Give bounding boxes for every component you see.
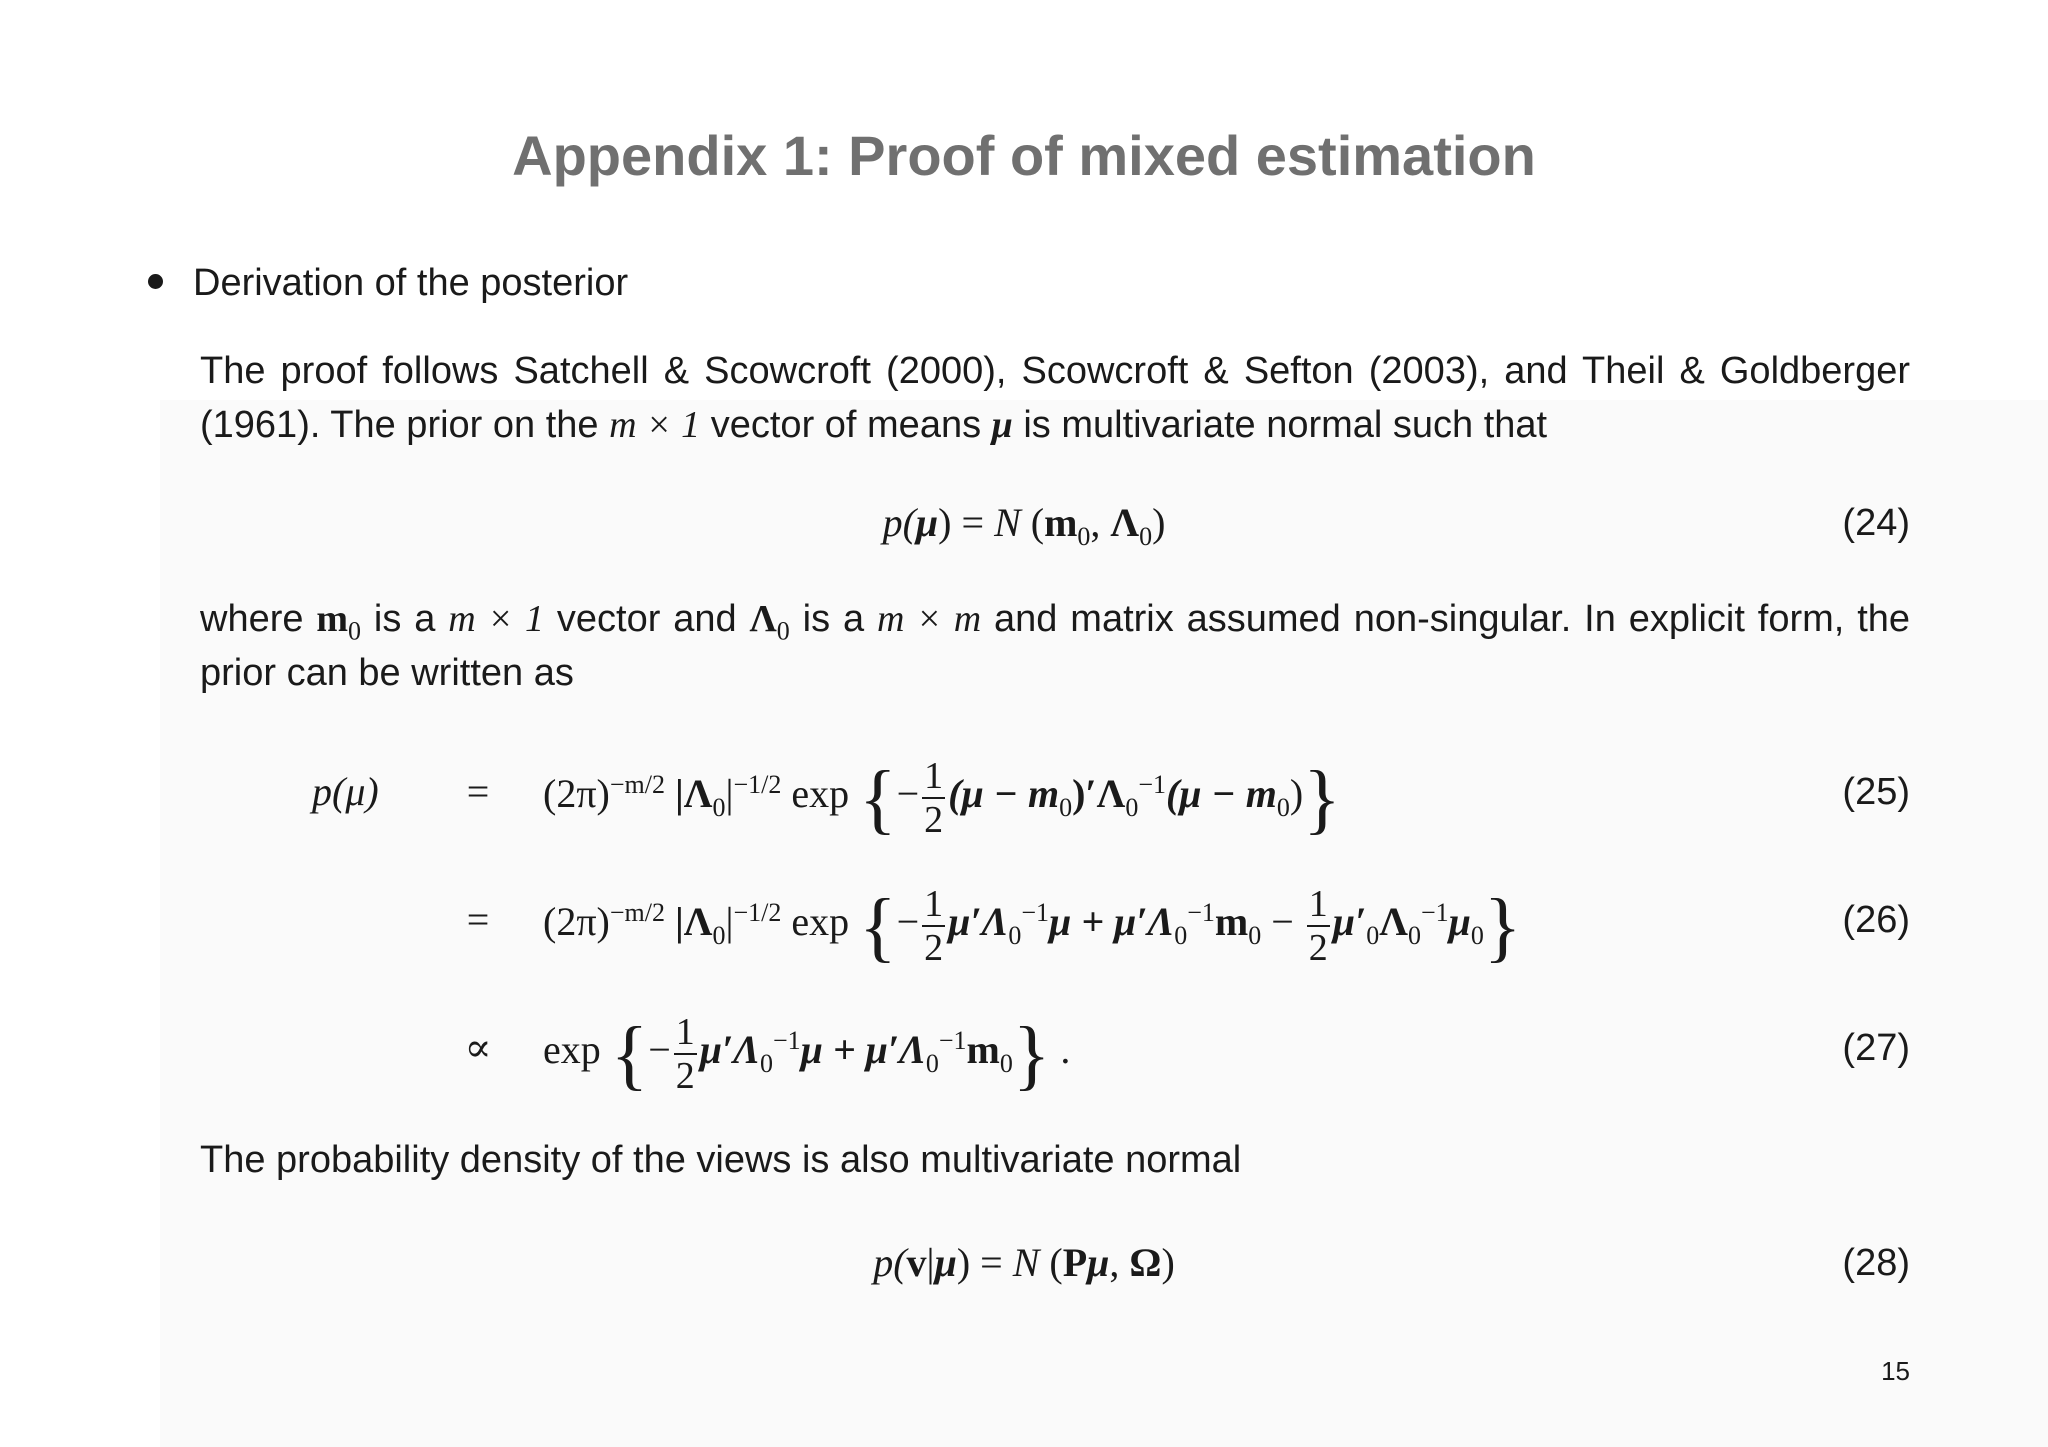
bullet-text: Derivation of the posterior [193,262,629,304]
equation-26 [0,882,2048,970]
bullet-item [148,262,628,305]
equation-27 [0,1010,2048,1098]
equation-24-body: p(μ) = N ($m_0$, $\Lambda_0$) [882,500,1166,551]
open-brace: { [859,754,897,842]
equation-27-relation: ∝ [464,1025,492,1070]
paragraph-prior-intro: The proof follows Satchell & Scowcroft (2000), Scowcroft & Sefton (2003), and Theil & Goldberger (1961). The prior on the m × 1 vector of means μ is multivariate normal such that [200,350,1910,446]
equation-25-number: (25) [1842,771,1910,813]
equation-25-relation: = [466,769,490,814]
bullet-dot-icon [148,274,163,289]
equation-27-number: (27) [1842,1027,1910,1069]
equation-26-relation: = [466,897,490,942]
paragraph-views-density: The probability density of the views is also multivariate normal [200,1139,1242,1181]
fraction-half: $\frac{1}{2}$ [924,883,944,969]
equation-28-body: p(v|μ) = N (Pμ, Ω) [873,1240,1175,1285]
equation-25-lhs: p(μ) [312,769,379,814]
fraction-half: $\frac{1}{2}$ [675,1011,695,1097]
page-number: 15 [1881,1356,1910,1386]
equation-27-rhs: exp {− $\frac{1}{2}$ $\mu'\Lambda_0^{-1}\mu + \mu'\Lambda_0^{-1}m_0$} . [543,1010,1071,1098]
equation-24 [0,488,2048,558]
equation-24-number: (24) [1842,502,1910,544]
equation-28 [0,1228,2048,1298]
paragraph-prior-definition: where $m_0$ is a m × 1 vector and $\Lambda_0$ is a m × m and matrix assumed non-singular. In explicit form, the prior can be written as [200,598,1911,694]
close-brace: } [1483,882,1522,970]
equation-26-number: (26) [1842,899,1910,941]
equation-28-number: (28) [1842,1242,1910,1284]
equation-25-rhs: $(2\pi)^{-m/2}$ $|\Lambda_0|^{-1/2}$ exp {− $\frac{1}{2}$ $(\mu - m_0)'\Lambda_0^{-1}(\mu - m_0)$} [543,754,1341,842]
equation-26-rhs: $(2\pi)^{-m/2}$ $|\Lambda_0|^{-1/2}$ exp {− $\frac{1}{2}$ $\mu'\Lambda_0^{-1}\mu + \mu'\Lambda_0^{-1}m_0$ − $\frac{1}{2}$ $\mu'_0\Lambda_0^{-1}\mu_0$} [543,882,1522,970]
open-brace: { [859,882,897,970]
fraction-half: $\frac{1}{2}$ [924,755,944,841]
slide-title: Appendix 1: Proof of mixed estimation [512,124,1536,187]
close-brace: } [1303,754,1341,842]
close-brace: } [1012,1010,1051,1098]
open-brace: { [610,1010,649,1098]
equation-25 [0,754,2048,842]
fraction-half: $\frac{1}{2}$ [1308,883,1328,969]
